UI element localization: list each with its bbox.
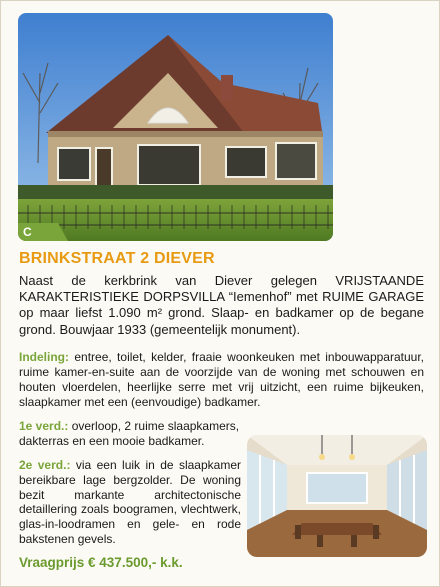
indeling-paragraph bbox=[19, 350, 424, 410]
floor2-label: 2e verd.: bbox=[19, 458, 71, 472]
floor2-paragraph bbox=[19, 458, 241, 547]
listing-intro: Naast de kerkbrink van Diever gelegen VRIJSTAANDE KARAKTERISTIEKE DORPSVILLA “Iemenhof” met RUIME GARAGE op maar liefst 1.090 m² grond. Slaap- en badkamer op de begane grond. Bouwjaar 1933 (gemeentelijk monument). bbox=[19, 273, 424, 337]
indeling-label: Indeling: bbox=[19, 350, 69, 364]
asking-price: Vraagprijs € 437.500,- k.k. bbox=[19, 555, 183, 570]
indeling-text: entree, toilet, kelder, fraaie woonkeuken met inbouwapparatuur, ruime kamer-en-suite aan de voorzijde van de woning met schouwen en houten vloerdelen, heerlijke serre met vrij uitzicht, een ruime bijkeuken, slaapkamer met een (eenvoudige) badkamer. bbox=[19, 350, 424, 409]
floor1-label: 1e verd.: bbox=[19, 419, 69, 433]
floor1-text: overloop, 2 ruime slaapkamers, dakterras en een mooie badkamer. bbox=[19, 419, 240, 448]
house-photo bbox=[18, 13, 333, 241]
listing-title: BRINKSTRAAT 2 DIEVER bbox=[19, 250, 215, 267]
interior-photo bbox=[247, 435, 427, 557]
floor2-text: via een luik in de slaapkamer bereikbare lage bergzolder. De woning bezit markante architectonische detaillering zoals boogramen, vlechtwerk, glas-in-loodramen en gele- en rode bakstenen gevels. bbox=[19, 458, 241, 546]
floor1-paragraph bbox=[19, 419, 241, 449]
energy-label-letter: C bbox=[23, 225, 32, 239]
